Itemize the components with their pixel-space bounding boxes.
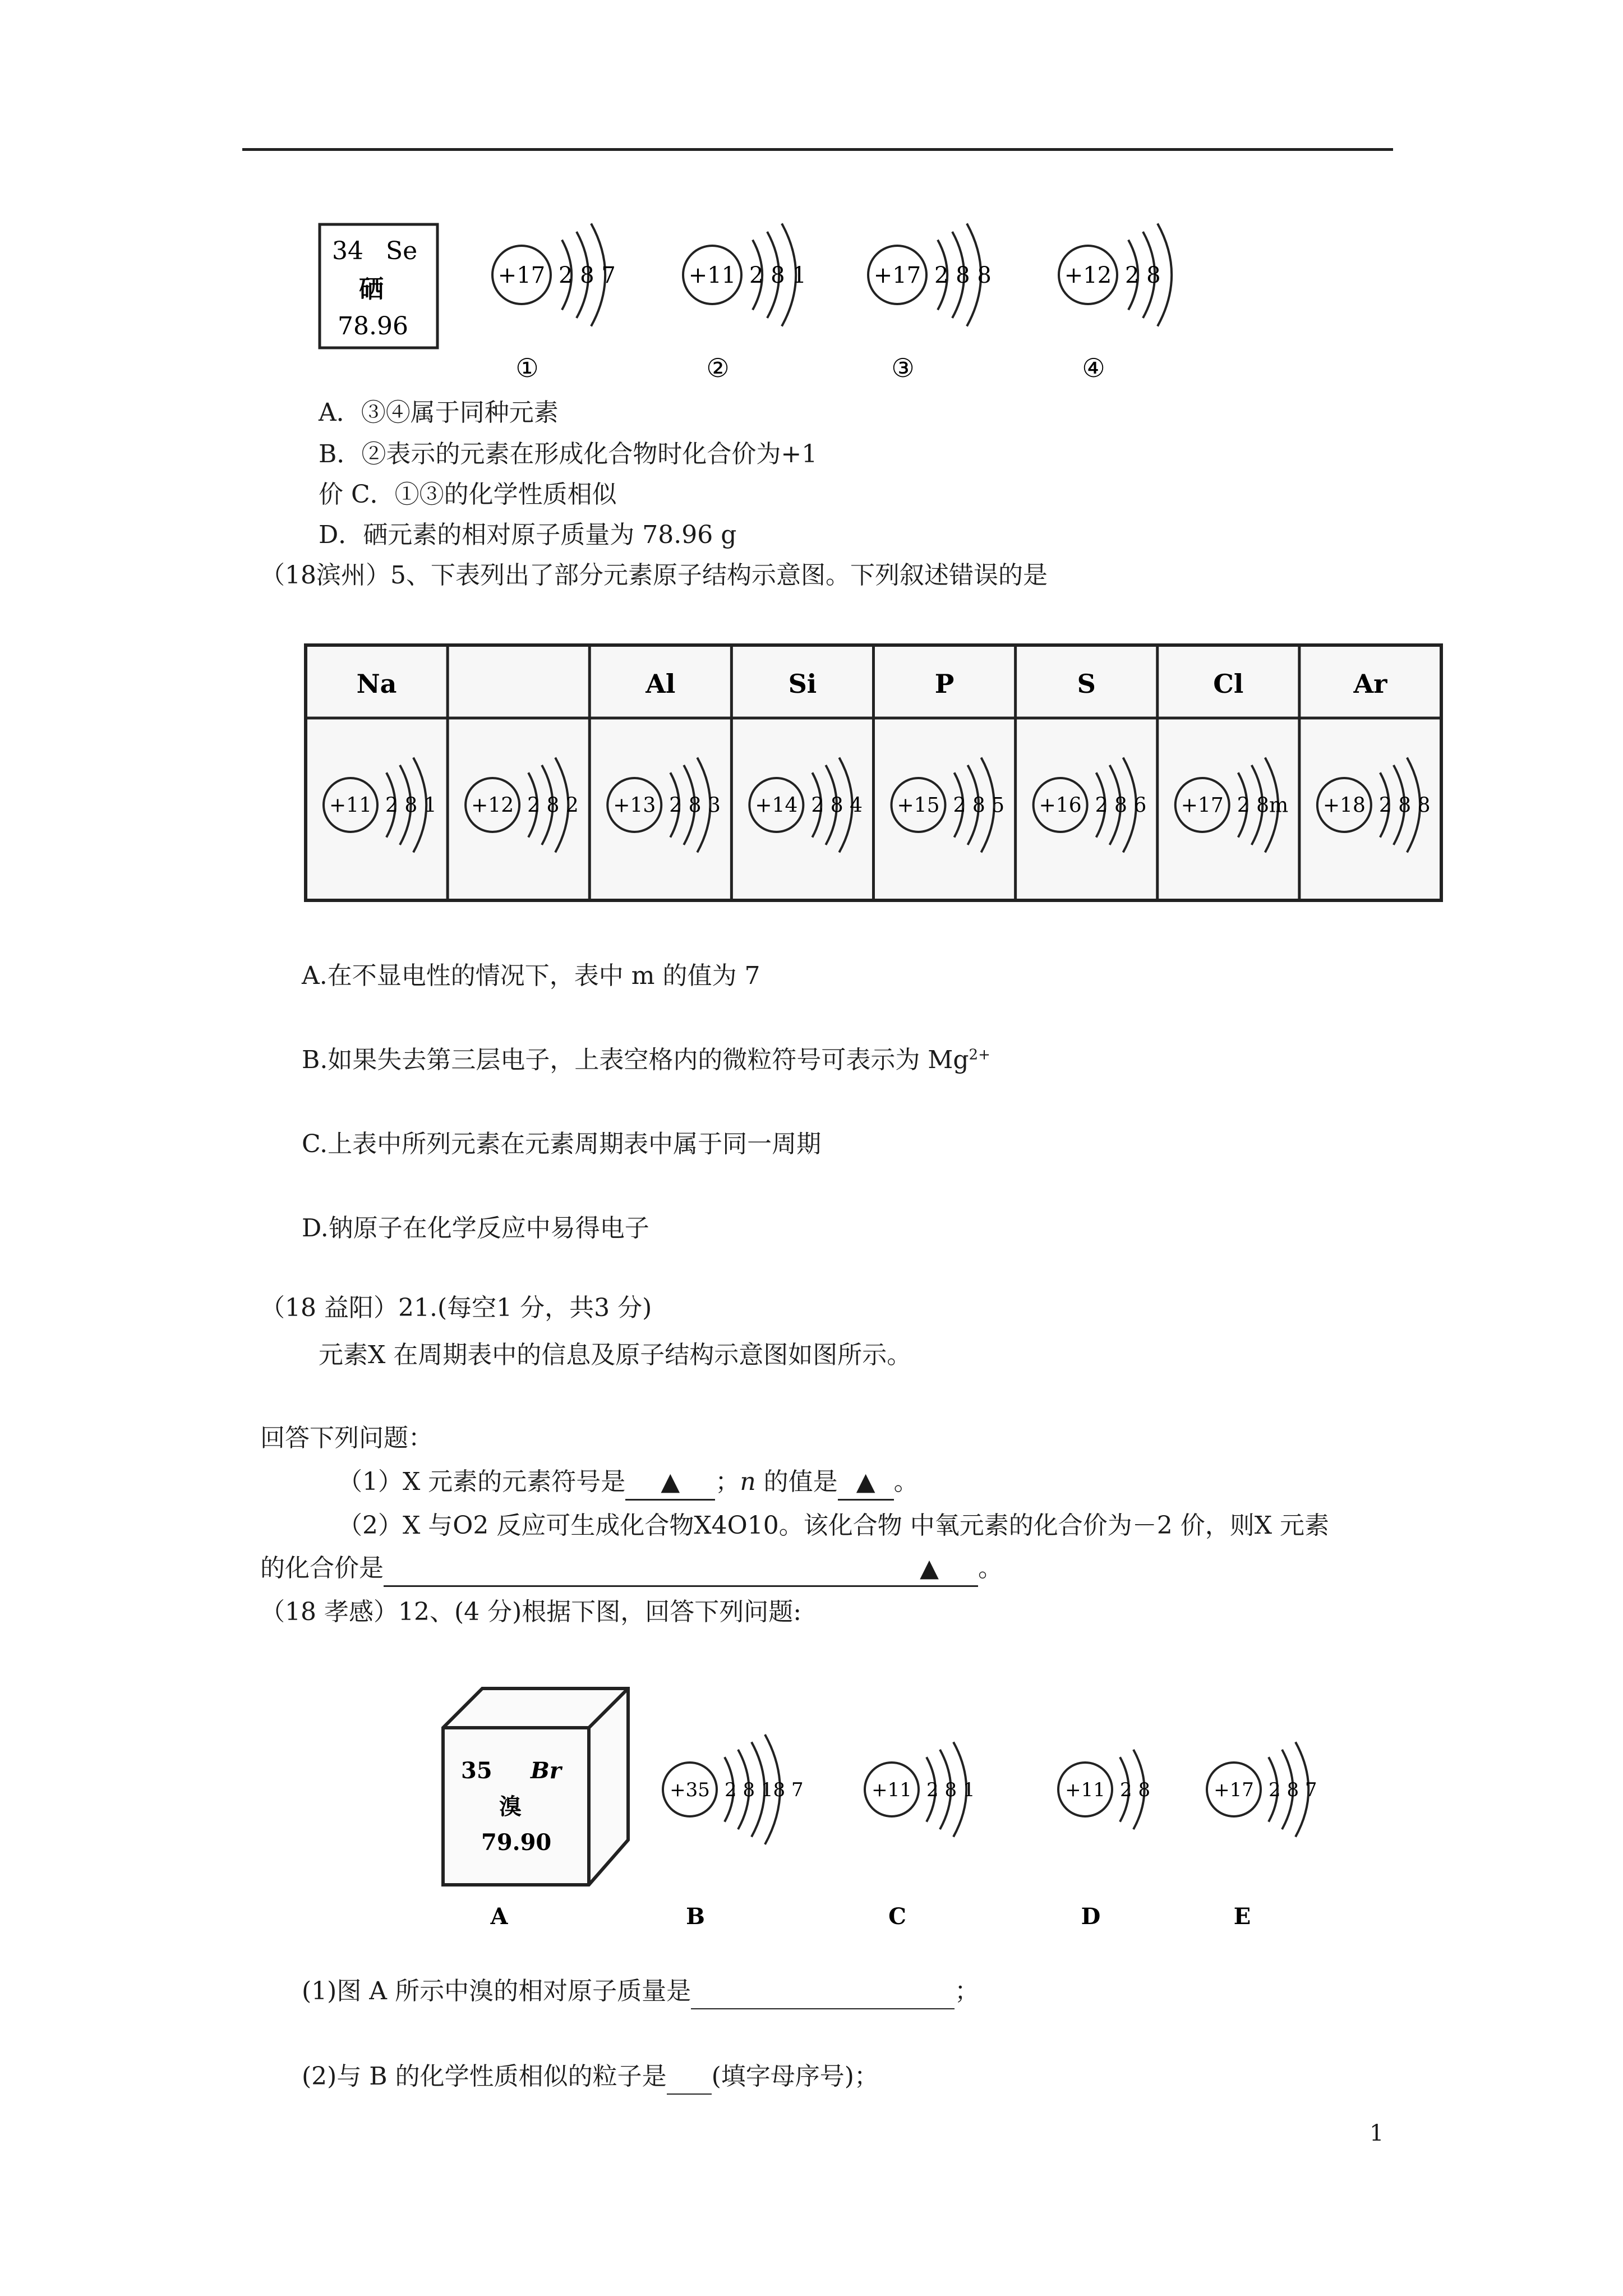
- svg-text:硒: 硒: [359, 275, 384, 303]
- q4-stem: （18 孝感）12、(4 分)根据下图，回答下列问题:: [260, 1598, 802, 1626]
- atom-diagram-1: [492, 223, 616, 326]
- figure-bromine: [426, 1677, 1380, 1935]
- shell-electron-counts: 2 8 7: [1269, 1778, 1317, 1801]
- shell-electron-counts: 2 8 18 7: [725, 1778, 804, 1801]
- table-header-cell: Na: [356, 669, 397, 699]
- atom-label: ①: [515, 353, 539, 383]
- answer-blank[interactable]: ▲: [384, 1552, 978, 1587]
- q1-option-d: D．硒元素的相对原子质量为 78.96 g: [319, 521, 737, 549]
- nucleus-charge: +15: [897, 794, 940, 817]
- q3-part-2-line2: 的化合价是 ▲ 。: [260, 1552, 1003, 1587]
- nucleus-charge: +16: [1039, 794, 1082, 817]
- q3-prompt: 回答下列问题：: [260, 1424, 433, 1452]
- atom-label: ③: [891, 353, 915, 383]
- atom-label: ④: [1082, 353, 1105, 383]
- q4-sub-1: (1)图 A 所示中溴的相对原子质量是 ；: [302, 1975, 979, 2009]
- nucleus-charge: +11: [872, 1778, 912, 1801]
- header-rule: [242, 148, 1393, 151]
- q2-option-c: C.上表中所列元素在元素周期表中属于同一周期: [302, 1130, 822, 1158]
- atom-diagram-2: [683, 223, 806, 326]
- q4-sub-2: (2)与 B 的化学性质相似的粒子是 (填字母序号)；: [302, 2060, 879, 2095]
- table-header-cell: S: [1077, 669, 1096, 699]
- shell-electron-counts: 2 8 1: [749, 263, 806, 288]
- bromine-fig-atom-1: [663, 1734, 804, 1844]
- figure-label: A: [490, 1903, 508, 1930]
- answer-blank[interactable]: [667, 2060, 712, 2095]
- page-number: 1: [1370, 2120, 1384, 2146]
- shell-electron-counts: 2 8 7: [559, 263, 616, 288]
- bromine-fig-atom-3: [1058, 1750, 1150, 1829]
- svg-text:78.96: 78.96: [338, 312, 408, 341]
- figure-atomic-structure-table: [303, 639, 1447, 909]
- q2-stem: （18滨州）5、下表列出了部分元素原子结构示意图。下列叙述错误的是: [260, 561, 1048, 590]
- table-header-cell: P: [934, 669, 955, 699]
- q2-option-b: B.如果失去第三层电子，上表空格内的微粒符号可表示为 $Mg^{2+}$: [302, 1046, 990, 1074]
- table-header-cell: Ar: [1353, 669, 1387, 699]
- nucleus-charge: +11: [329, 794, 372, 817]
- q3-part-2-line1: （2）X 与O2 反应可生成化合物X4O10。该化合物 中氧元素的化合价为－2 价，则X 元素: [338, 1511, 1330, 1540]
- figure-label: B: [686, 1903, 705, 1930]
- svg-text:35: 35: [461, 1757, 492, 1784]
- nucleus-charge: +35: [670, 1778, 710, 1801]
- shell-electron-counts: 2 8 5: [953, 794, 1005, 817]
- q2-option-a: A.在不显电性的情况下，表中 m 的值为 7: [302, 961, 760, 990]
- shell-electron-counts: 2 8 6: [1095, 794, 1147, 817]
- nucleus-charge: +18: [1322, 794, 1366, 817]
- answer-blank[interactable]: [691, 1975, 955, 2009]
- nucleus-charge: +12: [1064, 263, 1112, 288]
- q1-option-a: A．③④属于同种元素: [319, 398, 559, 427]
- q1-option-b: B．②表示的元素在形成化合物时化合价为+1: [319, 440, 818, 468]
- shell-electron-counts: 2 8 8: [1378, 794, 1431, 817]
- figure-selenium-atoms: [303, 202, 1211, 393]
- table-header-cell: Cl: [1213, 669, 1244, 699]
- nucleus-charge: +11: [688, 263, 736, 288]
- q3-stem: （18 益阳）21.(每空1 分，共3 分): [260, 1294, 652, 1322]
- bromine-fig-atom-4: [1207, 1742, 1317, 1837]
- bromine-fig-atom-2: [865, 1742, 975, 1837]
- answer-blank[interactable]: ▲: [838, 1465, 894, 1501]
- nucleus-charge: +17: [1181, 794, 1224, 817]
- shell-electron-counts: 2 8: [1125, 263, 1161, 288]
- nucleus-charge: +12: [471, 794, 514, 817]
- svg-text:Se: Se: [386, 237, 418, 265]
- svg-text:34: 34: [332, 237, 363, 265]
- shell-electron-counts: 2 8m: [1237, 794, 1289, 817]
- element-card-se: [320, 224, 437, 348]
- svg-text:Br: Br: [531, 1757, 561, 1784]
- atom-diagram-3: [868, 223, 992, 326]
- nucleus-charge: +17: [873, 263, 921, 288]
- table-header-cell: Si: [788, 669, 817, 699]
- nucleus-charge: +14: [755, 794, 798, 817]
- atom-label: ②: [706, 353, 730, 383]
- q3-part-1: （1）X 元素的元素符号是 ▲ ；n 的值是 ▲ 。: [338, 1465, 919, 1501]
- figure-label: E: [1233, 1903, 1251, 1930]
- shell-electron-counts: 2 8 4: [811, 794, 863, 817]
- q1-option-c: 价 C．①③的化学性质相似: [319, 480, 617, 509]
- figure-label: D: [1081, 1903, 1101, 1930]
- q3-intro: 元素X 在周期表中的信息及原子结构示意图如图所示。: [319, 1341, 912, 1369]
- atom-diagram-4: [1059, 223, 1172, 326]
- nucleus-charge: +11: [1065, 1778, 1105, 1801]
- shell-electron-counts: 2 8 1: [385, 794, 437, 817]
- shell-electron-counts: 2 8 2: [527, 794, 579, 817]
- element-cube-br: [443, 1688, 628, 1885]
- nucleus-charge: +17: [497, 263, 546, 288]
- figure-label: C: [888, 1903, 906, 1930]
- shell-electron-counts: 2 8: [1120, 1778, 1151, 1801]
- answer-blank[interactable]: ▲: [625, 1465, 715, 1501]
- shell-electron-counts: 2 8 1: [926, 1778, 975, 1801]
- shell-electron-counts: 2 8 3: [669, 794, 721, 817]
- nucleus-charge: +13: [613, 794, 656, 817]
- table-header-cell: Al: [645, 669, 676, 699]
- svg-text:溴: 溴: [499, 1793, 522, 1820]
- svg-text:79.90: 79.90: [481, 1829, 552, 1856]
- q2-option-d: D.钠原子在化学反应中易得电子: [302, 1214, 649, 1243]
- shell-electron-counts: 2 8 8: [934, 263, 992, 288]
- nucleus-charge: +17: [1214, 1778, 1254, 1801]
